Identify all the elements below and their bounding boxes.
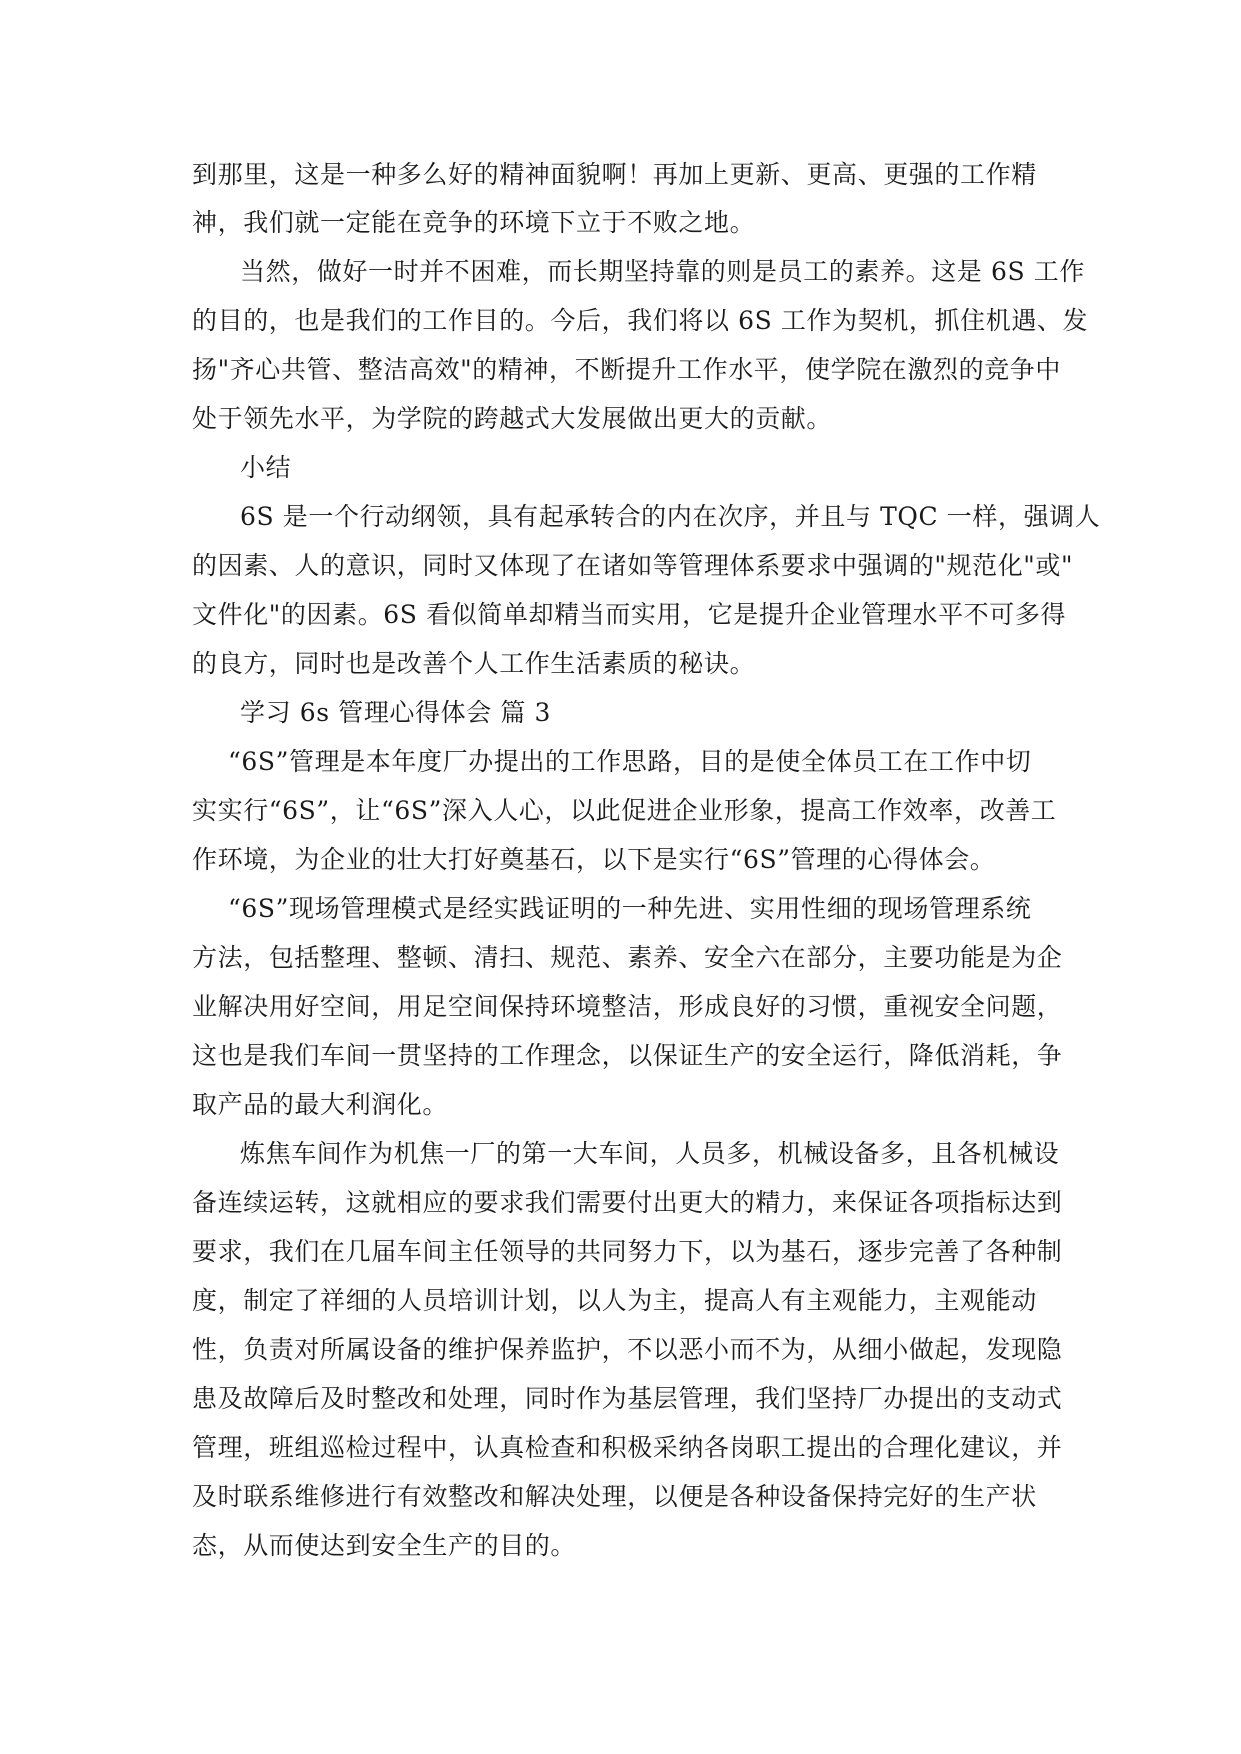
- text-line: 度，制定了祥细的人员培训计划，以人为主，提高人有主观能力，主观能动: [192, 1286, 1037, 1315]
- text-line: 的因素、人的意识，同时又体现了在诸如等管理体系要求中强调的"规范化"或": [192, 551, 1074, 580]
- text-line: 作环境，为企业的壮大打好奠基石，以下是实行“6S”管理的心得体会。: [192, 845, 996, 874]
- text-line: 患及故障后及时整改和处理，同时作为基层管理，我们坚持厂办提出的支动式: [192, 1384, 1063, 1413]
- text-line: 态，从而使达到安全生产的目的。: [192, 1531, 577, 1560]
- text-line: 炼焦车间作为机焦一厂的第一大车间，人员多，机械设备多，且各机械设: [240, 1139, 1060, 1168]
- text-line: 当然，做好一时并不困难，而长期坚持靠的则是员工的素养。这是 6S 工作: [240, 257, 1085, 286]
- text-line: 管理，班组巡检过程中，认真检查和积极采纳各岗职工提出的合理化建议，并: [192, 1433, 1063, 1462]
- text-line: 及时联系维修进行有效整改和解决处理，以便是各种设备保持完好的生产状: [192, 1482, 1037, 1511]
- section-heading: 小结: [240, 453, 292, 482]
- text-line: 的目的，也是我们的工作目的。今后，我们将以 6S 工作为契机，抓住机遇、发: [192, 306, 1089, 335]
- text-line: 神，我们就一定能在竞争的环境下立于不败之地。: [192, 208, 756, 237]
- text-line: 的良方，同时也是改善个人工作生活素质的秘诀。: [192, 649, 756, 678]
- text-line: 文件化"的因素。6S 看似简单却精当而实用，它是提升企业管理水平不可多得: [192, 600, 1067, 629]
- text-line: 方法，包括整理、整顿、清扫、规范、素养、安全六在部分，主要功能是为企: [192, 943, 1063, 972]
- text-line: 扬"齐心共管、整洁高效"的精神，不断提升工作水平，使学院在激烈的竞争中: [192, 355, 1062, 384]
- text-line: 备连续运转，这就相应的要求我们需要付出更大的精力，来保证各项指标达到: [192, 1188, 1063, 1217]
- text-line: 性，负责对所属设备的维护保养监护，不以恶小而不为，从细小做起，发现隐: [192, 1335, 1063, 1364]
- text-line: 取产品的最大利润化。: [192, 1090, 449, 1119]
- text-line: 业解决用好空间，用足空间保持环境整洁，形成良好的习惯，重视安全问题，: [192, 992, 1063, 1021]
- text-line: 要求，我们在几届车间主任领导的共同努力下，以为基石，逐步完善了各种制: [192, 1237, 1063, 1266]
- text-line: 处于领先水平，为学院的跨越式大发展做出更大的贡献。: [192, 404, 833, 433]
- text-line: “6S”现场管理模式是经实践证明的一种先进、实用性细的现场管理系统: [228, 894, 1032, 923]
- text-line: “6S”管理是本年度厂办提出的工作思路，目的是使全体员工在工作中切: [228, 747, 1032, 776]
- text-line: 6S 是一个行动纲领，具有起承转合的内在次序，并且与 TQC 一样，强调人: [240, 502, 1101, 531]
- section-heading: 学习 6s 管理心得体会 篇 3: [240, 698, 552, 727]
- text-line: 这也是我们车间一贯坚持的工作理念，以保证生产的安全运行，降低消耗，争: [192, 1041, 1063, 1070]
- text-line: 到那里，这是一种多么好的精神面貌啊！再加上更新、更高、更强的工作精: [192, 160, 1037, 189]
- text-line: 实实行“6S”，让“6S”深入人心，以此促进企业形象，提高工作效率，改善工: [192, 796, 1057, 825]
